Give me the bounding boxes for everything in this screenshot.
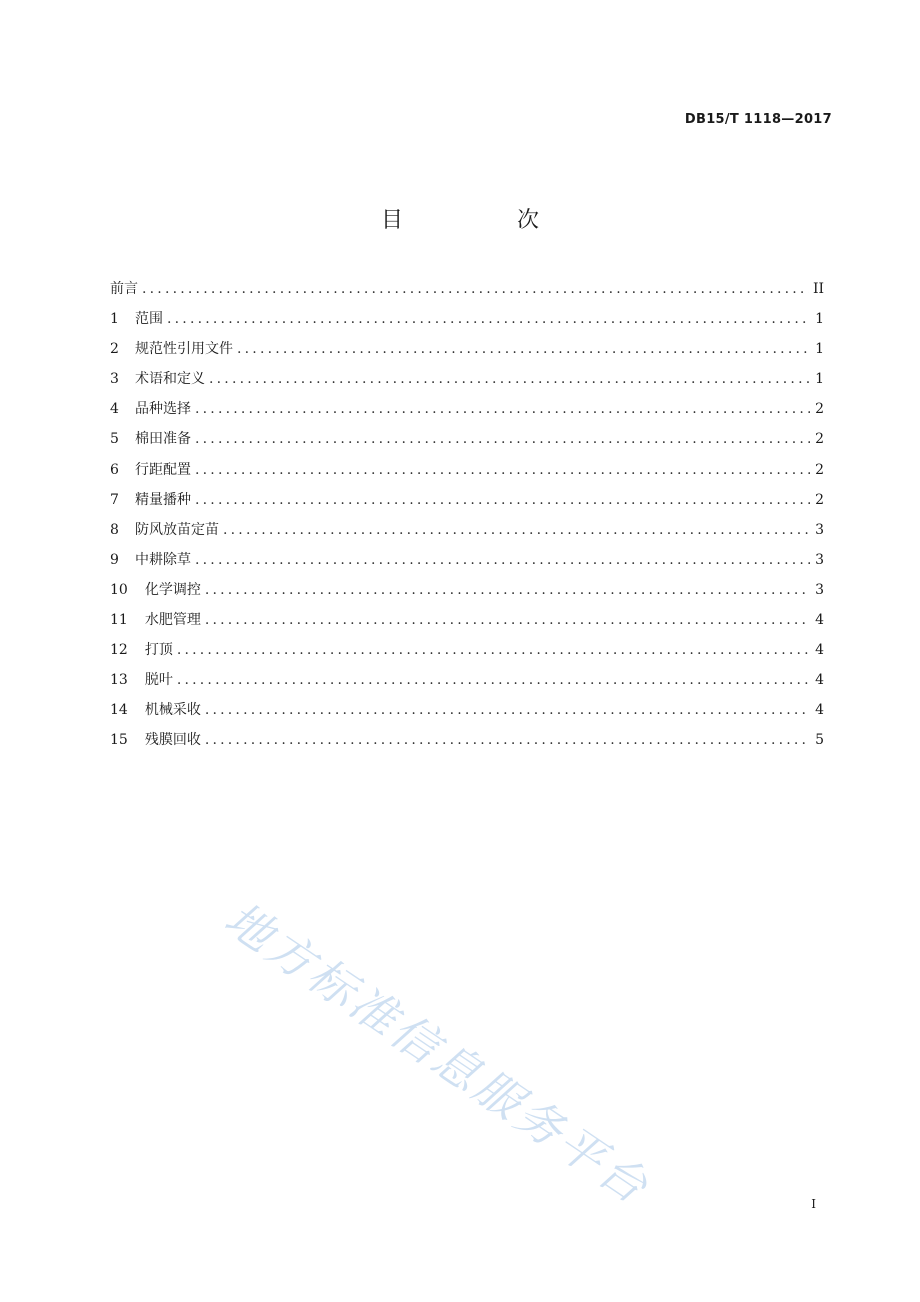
toc-entry-number: 4 bbox=[110, 401, 119, 418]
toc-leader-dots bbox=[205, 699, 810, 721]
toc-leader-dots bbox=[237, 338, 810, 360]
toc-entry-preface[interactable] bbox=[110, 278, 824, 308]
toc-entry-label: 范围 bbox=[135, 311, 163, 328]
toc-entry-12[interactable] bbox=[110, 639, 824, 669]
toc-entry-number: 2 bbox=[110, 341, 119, 358]
toc-entry-label: 脱叶 bbox=[144, 672, 173, 689]
toc-entry-number: 8 bbox=[110, 521, 119, 538]
toc-leader-dots bbox=[167, 308, 810, 330]
toc-entry-page: 4 bbox=[815, 642, 824, 659]
toc-entry-number: 9 bbox=[110, 551, 119, 568]
table-of-contents bbox=[110, 278, 824, 760]
toc-entry-14[interactable] bbox=[110, 699, 824, 729]
toc-entry-5[interactable] bbox=[110, 428, 824, 458]
toc-entry-label: 残膜回收 bbox=[144, 732, 201, 749]
toc-entry-number: 11 bbox=[110, 612, 128, 629]
toc-entry-number: 15 bbox=[110, 732, 128, 749]
toc-entry-page: 4 bbox=[815, 702, 824, 719]
toc-entry-11[interactable] bbox=[110, 609, 824, 639]
toc-entry-number: 13 bbox=[110, 672, 128, 689]
toc-entry-7[interactable] bbox=[110, 489, 824, 519]
toc-entry-number: 6 bbox=[110, 461, 119, 478]
toc-entry-label: 水肥管理 bbox=[144, 612, 201, 629]
toc-entry-page: 3 bbox=[815, 581, 824, 598]
toc-entry-page: 2 bbox=[815, 491, 824, 508]
toc-leader-dots bbox=[177, 639, 810, 661]
toc-entry-page: 1 bbox=[815, 341, 824, 358]
toc-leader-dots bbox=[205, 609, 810, 631]
page-number: I bbox=[811, 1197, 816, 1211]
toc-leader-dots bbox=[195, 428, 810, 450]
toc-entry-label: 中耕除草 bbox=[135, 551, 191, 568]
toc-entry-page: 2 bbox=[815, 461, 824, 478]
toc-entry-label: 规范性引用文件 bbox=[135, 341, 233, 358]
toc-entry-2[interactable] bbox=[110, 338, 824, 368]
toc-entry-label: 品种选择 bbox=[135, 401, 191, 418]
toc-leader-dots bbox=[195, 489, 810, 511]
toc-entry-label: 行距配置 bbox=[135, 461, 191, 478]
toc-entry-page: 3 bbox=[815, 521, 824, 538]
toc-leader-dots bbox=[223, 519, 810, 541]
toc-leader-dots bbox=[205, 579, 810, 601]
document-code: DB15/T 1118—2017 bbox=[684, 112, 832, 127]
toc-leader-dots bbox=[195, 549, 810, 571]
toc-entry-label: 术语和定义 bbox=[135, 371, 205, 388]
toc-entry-page: 5 bbox=[815, 732, 824, 749]
toc-leader-dots bbox=[195, 459, 810, 481]
toc-entry-4[interactable] bbox=[110, 398, 824, 428]
toc-entry-number: 14 bbox=[110, 702, 128, 719]
toc-entry-number: 5 bbox=[110, 431, 119, 448]
toc-entry-page: 1 bbox=[815, 371, 824, 388]
toc-entry-page: 4 bbox=[815, 672, 824, 689]
toc-entry-13[interactable] bbox=[110, 669, 824, 699]
toc-entry-label: 化学调控 bbox=[144, 581, 201, 598]
toc-entry-1[interactable] bbox=[110, 308, 824, 338]
toc-entry-8[interactable] bbox=[110, 519, 824, 549]
toc-entry-page: 1 bbox=[815, 311, 824, 328]
toc-entry-page: II bbox=[812, 281, 824, 297]
toc-title: 目 次 bbox=[380, 208, 585, 233]
toc-entry-label: 精量播种 bbox=[135, 491, 191, 508]
toc-entry-10[interactable] bbox=[110, 579, 824, 609]
toc-entry-label: 机械采收 bbox=[144, 702, 201, 719]
toc-entry-number: 7 bbox=[110, 491, 119, 508]
toc-entry-6[interactable] bbox=[110, 459, 824, 489]
toc-entry-number: 10 bbox=[110, 581, 128, 598]
toc-entry-page: 3 bbox=[815, 551, 824, 568]
toc-entry-label: 前言 bbox=[110, 281, 138, 297]
toc-entry-9[interactable] bbox=[110, 549, 824, 579]
toc-entry-number: 3 bbox=[110, 371, 119, 388]
toc-leader-dots bbox=[195, 398, 810, 420]
toc-entry-3[interactable] bbox=[110, 368, 824, 398]
toc-entry-number: 1 bbox=[110, 311, 119, 328]
toc-leader-dots bbox=[205, 729, 810, 751]
toc-entry-page: 4 bbox=[815, 612, 824, 629]
toc-entry-label: 打顶 bbox=[144, 642, 173, 659]
toc-entry-page: 2 bbox=[815, 401, 824, 418]
toc-entry-number: 12 bbox=[110, 642, 128, 659]
toc-entry-page: 2 bbox=[815, 431, 824, 448]
toc-entry-15[interactable] bbox=[110, 729, 824, 759]
toc-leader-dots bbox=[177, 669, 810, 691]
toc-leader-dots bbox=[142, 278, 809, 300]
toc-leader-dots bbox=[209, 368, 810, 390]
watermark: 地方标准信息服务平台 bbox=[215, 891, 660, 1216]
toc-entry-label: 防风放苗定苗 bbox=[135, 521, 219, 538]
toc-entry-label: 棉田准备 bbox=[135, 431, 191, 448]
